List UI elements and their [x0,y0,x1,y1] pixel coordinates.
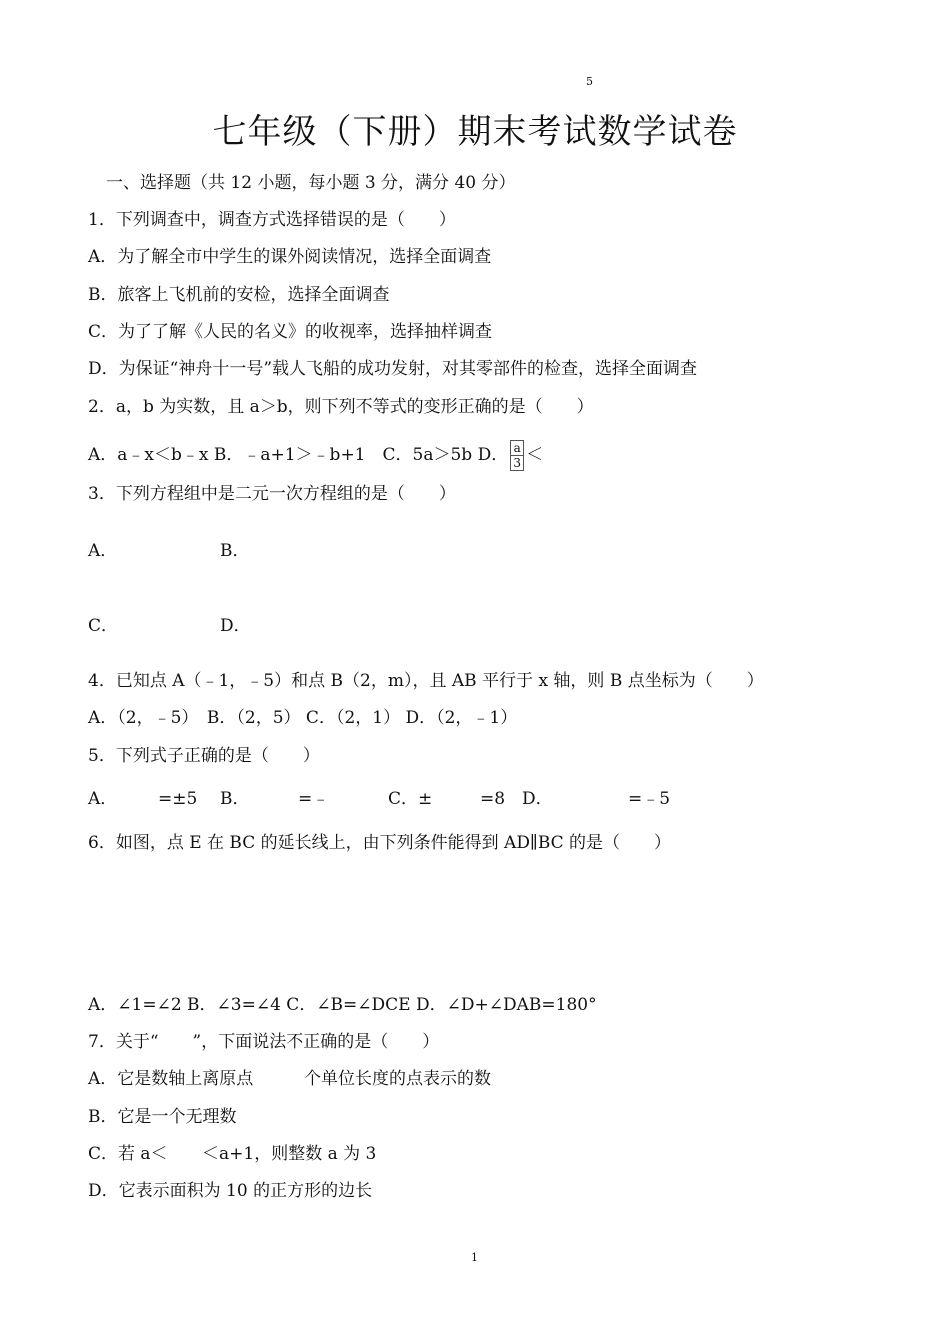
q6-stem: 6．如图，点 E 在 BC 的延长线上，由下列条件能得到 AD∥BC 的是（ ） [88,833,672,853]
q4-stem: 4．已知点 A（﹣1，﹣5）和点 B（2，m），且 AB 平行于 x 轴，则 B 点坐标为（ ） [88,671,764,691]
section-heading: 一、选择题（共 12 小题，每小题 3 分，满分 40 分） [106,173,516,193]
q2-stem: 2．a，b 为实数，且 a＞b，则下列不等式的变形正确的是（ ） [88,397,594,417]
q7-option-c-part1: C．若 a＜ [88,1144,168,1164]
q3-option-c: C． [88,616,119,636]
q1-stem: 1．下列调查中，调查方式选择错误的是（ ） [88,210,456,230]
q2-options [88,440,543,471]
q7-option-b: B．它是一个无理数 [88,1107,237,1127]
q2-fraction [510,440,524,471]
q1-option-c: C．为了了解《人民的名义》的收视率，选择抽样调查 [88,322,493,342]
q4-options: A．（2，﹣5） B．（2，5） C．（2，1） D．（2，﹣1） [88,708,518,728]
q5-option-b-value: =﹣ [298,789,330,809]
q5-option-c-label: C．± [388,789,433,809]
q5-option-a-label: A． [88,789,118,809]
q3-option-a: A． [88,541,118,561]
q5-option-b-label: B． [220,789,250,809]
header-number: 5 [586,75,593,88]
q2-fraction-numerator: a [513,441,521,455]
q7-option-c-part2: ＜a+1，则整数 a 为 3 [202,1144,377,1164]
q5-option-a-value: =±5 [158,789,198,809]
q7-stem: 7．关于“ ”，下面说法不正确的是（ ） [88,1032,440,1052]
q2-tail: ＜ [526,445,544,465]
q7-option-a-part2: 个单位长度的点表示的数 [304,1069,491,1089]
q5-option-c-value: =8 [480,789,506,809]
q7-option-a-part1: A．它是数轴上离原点 [88,1069,254,1089]
q1-option-a: A．为了解全市中学生的课外阅读情况，选择全面调查 [88,247,492,267]
q7-option-d: D．它表示面积为 10 的正方形的边长 [88,1181,373,1201]
q3-option-d: D． [220,616,251,636]
page-number: 1 [471,1251,478,1264]
q6-options: A．∠1=∠2 B．∠3=∠4 C．∠B=∠DCE D．∠D+∠DAB=180° [88,995,597,1015]
q1-option-d: D．为保证“神舟十一号”载人飞船的成功发射，对其零部件的检查，选择全面调查 [88,359,698,379]
q5-option-d-value: =﹣5 [628,789,671,809]
q3-option-b: B． [220,541,250,561]
q5-stem: 5．下列式子正确的是（ ） [88,746,320,766]
q2-fraction-denominator: 3 [511,455,523,470]
q1-option-b: B．旅客上飞机前的安检，选择全面调查 [88,285,390,305]
q3-stem: 3．下列方程组中是二元一次方程组的是（ ） [88,484,456,504]
q5-option-d-label: D． [522,789,553,809]
page-title: 七年级（下册）期末考试数学试卷 [212,112,738,152]
q2-options-text: A．a﹣x＜b﹣x B．﹣a+1＞﹣b+1 C．5a＞5b D． [88,445,509,465]
